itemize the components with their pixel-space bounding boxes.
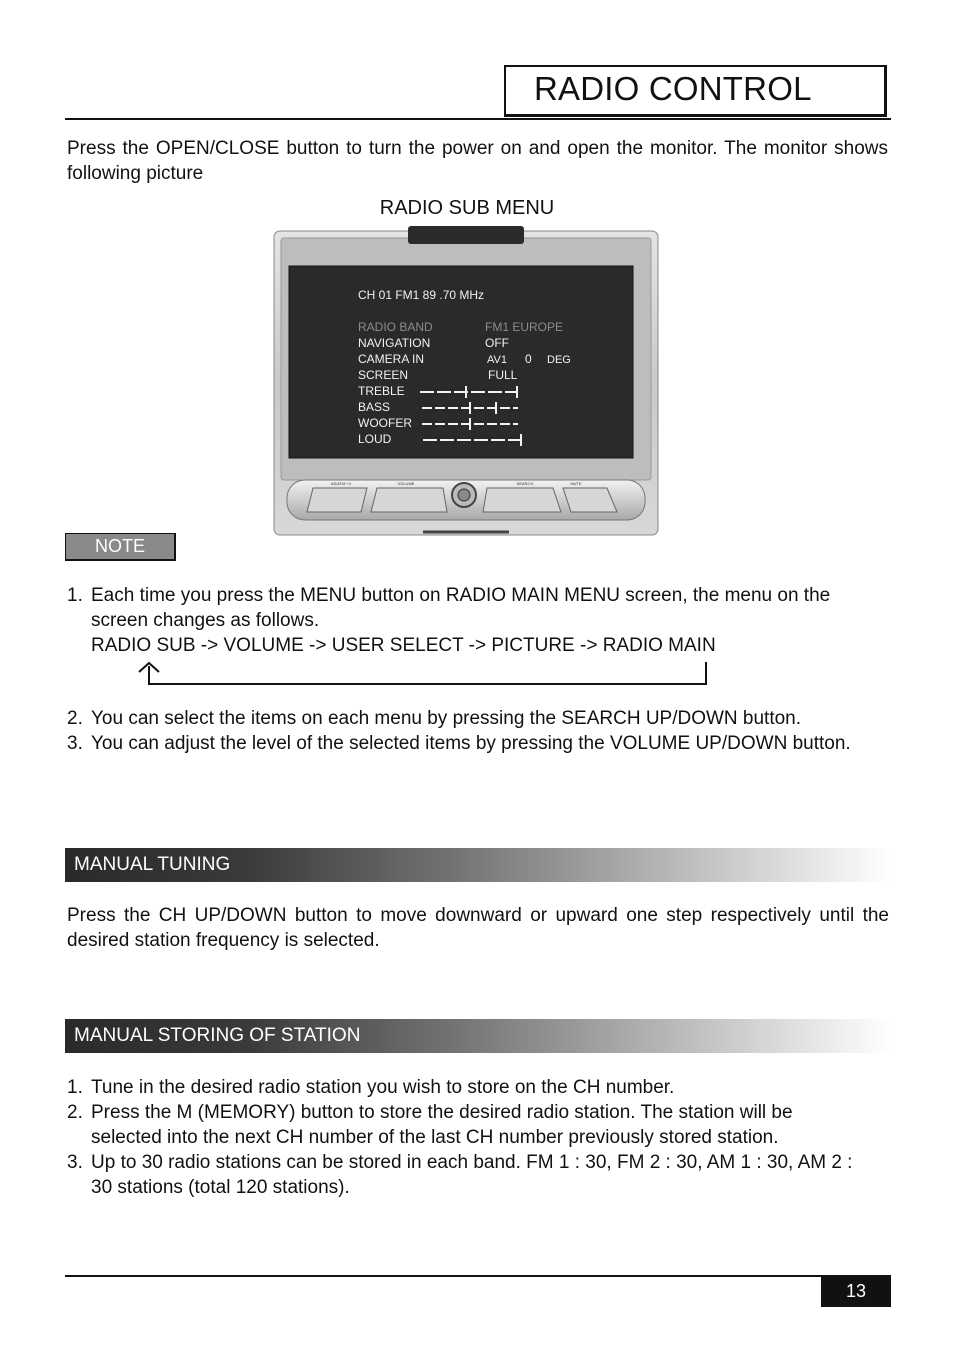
button-label-search: SEARCH <box>516 481 534 486</box>
page-number: 13 <box>821 1275 891 1307</box>
screen-row-label: NAVIGATION <box>358 336 431 350</box>
list-text: Each time you press the MENU button on RADIO MAIN MENU screen, the menu on the screen changes as follows. <box>91 585 831 631</box>
screen-row-value: AV1 <box>487 354 507 366</box>
storing-list <box>67 1075 867 1200</box>
screen-ch-line: CH 01 FM1 89 .70 MHz <box>358 288 485 302</box>
screen-row-label: TREBLE <box>358 384 405 398</box>
monitor-illustration <box>273 226 659 536</box>
figure-caption: RADIO SUB MENU <box>379 197 555 219</box>
section-heading-manual-tuning: MANUAL TUNING <box>65 848 891 882</box>
list-item <box>67 1075 867 1100</box>
list-item <box>67 1100 867 1150</box>
list-text: Up to 30 radio stations can be stored in each band. FM 1 : 30, FM 2 : 30, AM 1 : 30, AM 2 : 30 stations (total 120 stations). <box>91 1152 853 1198</box>
screen-row-value: DEG <box>547 354 571 366</box>
screen-row-value: OFF <box>485 336 509 350</box>
list-number: 3. <box>67 1152 83 1173</box>
list-text: You can adjust the level of the selected items by pressing the VOLUME UP/DOWN button. <box>91 733 851 754</box>
list-text: Tune in the desired radio station you wish to store on the CH number. <box>91 1077 675 1098</box>
footer-rule <box>65 1275 891 1277</box>
button-label-mute: MUTE <box>570 481 582 486</box>
screen-row-label: CAMERA IN <box>358 352 425 366</box>
menu-sequence: RADIO SUB -> VOLUME -> USER SELECT -> PICTURE -> RADIO MAIN <box>91 635 716 656</box>
screen-row-label: WOOFER <box>358 416 412 430</box>
screen-row-value: FM1 EUROPE <box>485 320 564 334</box>
list-item <box>67 706 891 731</box>
screen-row-label: LOUD <box>358 432 392 446</box>
list-item <box>67 1150 867 1200</box>
note-list <box>67 583 891 658</box>
list-text: You can select the items on each menu by pressing the SEARCH UP/DOWN button. <box>91 708 802 729</box>
list-text: Press the M (MEMORY) button to store the desired radio station. The station will be selected into the next CH number of the last CH number previously stored station. <box>91 1102 793 1148</box>
list-number: 1. <box>67 585 83 606</box>
screen-row-label: RADIO BAND <box>358 320 433 334</box>
intro-paragraph: Press the OPEN/CLOSE button to turn the power on and open the monitor. The monitor shows following picture <box>67 138 888 184</box>
button-label-asatm: AS/ATM +1 <box>330 481 352 486</box>
button-label-volume: VOLUME <box>397 481 415 486</box>
list-number: 2. <box>67 1102 83 1123</box>
list-item <box>67 731 891 756</box>
manual-tuning-paragraph: Press the CH UP/DOWN button to move downward or upward one step respectively until the desired station frequency is selected. <box>67 905 889 951</box>
list-item <box>67 583 891 658</box>
loop-arrow <box>135 660 710 690</box>
note-label: NOTE <box>65 533 176 561</box>
list-number: 2. <box>67 708 83 729</box>
note-list-continued <box>67 706 891 756</box>
page-title: RADIO CONTROL <box>534 70 812 107</box>
screen-row-value: 0 <box>525 352 532 366</box>
screen-row-label: SCREEN <box>358 368 409 382</box>
list-number: 3. <box>67 733 83 754</box>
header-rule <box>65 118 891 120</box>
screen-row-value: FULL <box>488 368 518 382</box>
open-close-tab <box>408 226 524 244</box>
screen-row-label: BASS <box>358 400 391 414</box>
list-number: 1. <box>67 1077 83 1098</box>
section-heading-manual-storing: MANUAL STORING OF STATION <box>65 1019 891 1053</box>
